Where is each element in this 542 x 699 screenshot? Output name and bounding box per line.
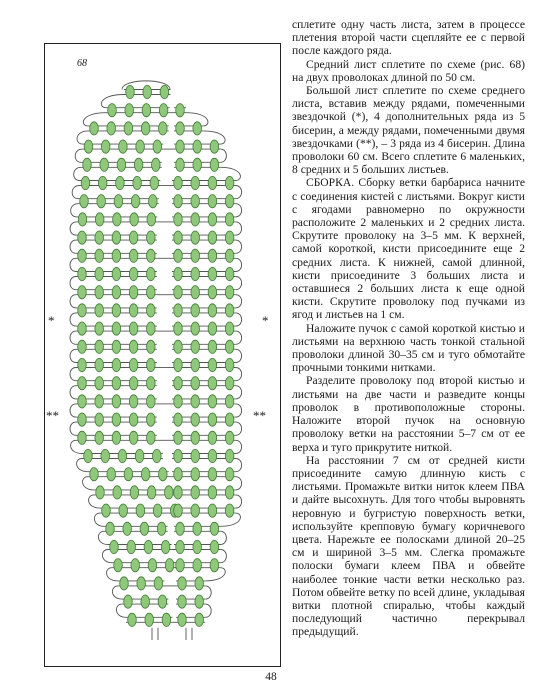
bead	[174, 413, 183, 426]
bead	[191, 231, 200, 244]
text-paragraph: Большой лист сплетите по схеме среднего листа, вставив между рядами, помеченными звездочкой (*), 4 дополнительных ряда из 5 бисерин, а между рядами, помеченными двумя звездочками (**), – 3 ряда из 4 бисерин. Длина проволоки 60 см. Всего сплетите 6 маленьких, 8 средних и 5 больших листьев.	[292, 84, 525, 177]
bead	[191, 377, 200, 390]
bead	[129, 322, 138, 335]
bead	[159, 104, 168, 117]
bead	[191, 413, 200, 426]
bead	[191, 468, 200, 481]
bead	[119, 140, 128, 153]
bead	[123, 522, 132, 535]
bead	[176, 559, 185, 572]
bead	[225, 413, 234, 426]
bead	[106, 522, 115, 535]
bead	[225, 377, 234, 390]
bead	[191, 286, 200, 299]
bead	[97, 195, 106, 208]
wire-loop	[236, 368, 242, 381]
bead	[102, 504, 111, 517]
bead	[129, 267, 138, 280]
bead	[147, 286, 156, 299]
bead	[225, 504, 234, 517]
bead	[147, 340, 156, 353]
bead	[129, 395, 138, 408]
bead	[147, 358, 156, 371]
bead	[131, 195, 140, 208]
bead	[129, 431, 138, 444]
bead	[95, 231, 104, 244]
bead	[116, 176, 125, 189]
bead	[112, 249, 121, 262]
bead	[153, 449, 162, 462]
bead	[208, 413, 217, 426]
bead	[113, 213, 122, 226]
bead	[191, 249, 200, 262]
bead	[150, 176, 159, 189]
bead	[193, 559, 202, 572]
bead	[225, 449, 234, 462]
bead	[107, 122, 116, 135]
bead	[210, 522, 219, 535]
wire-loop	[236, 186, 242, 199]
bead	[114, 559, 123, 572]
bead	[174, 267, 183, 280]
bead	[208, 322, 217, 335]
wire-loop	[236, 204, 242, 217]
bead	[145, 613, 154, 626]
bead	[225, 322, 234, 335]
bead	[101, 140, 110, 153]
bead	[129, 358, 138, 371]
wire-loop	[70, 277, 76, 290]
wire-loop	[70, 386, 76, 399]
bead	[78, 322, 87, 335]
bead	[208, 195, 217, 208]
bead	[174, 213, 183, 226]
bead	[78, 213, 87, 226]
bead	[112, 322, 121, 335]
bead	[225, 395, 234, 408]
row-marker: **	[46, 408, 59, 423]
wire-loop	[205, 604, 211, 617]
bead	[162, 613, 171, 626]
bead	[225, 176, 234, 189]
wire-loop	[72, 186, 79, 199]
bead	[130, 213, 139, 226]
bead	[84, 140, 93, 153]
bead	[208, 340, 217, 353]
bead	[100, 158, 109, 171]
bead	[95, 304, 104, 317]
bead	[176, 140, 185, 153]
bead	[110, 540, 119, 553]
bead	[125, 104, 134, 117]
bead	[174, 449, 183, 462]
wire-loop	[236, 258, 242, 271]
bead	[147, 213, 156, 226]
bead	[117, 158, 126, 171]
bead	[126, 85, 135, 98]
wire-loop	[70, 258, 76, 271]
bead	[78, 286, 87, 299]
wire-loop	[236, 331, 242, 344]
bead	[174, 468, 183, 481]
bead	[129, 231, 138, 244]
bead	[112, 358, 121, 371]
text-paragraph: Наложите пучок с самой короткой кистью и листьями на верхнюю часть тонкой стальной проволоки длиной 30–35 см и туго обмотайте прочными тонкими нитками.	[292, 321, 525, 375]
bead	[208, 449, 217, 462]
bead	[113, 486, 122, 499]
bead	[191, 176, 200, 189]
bead	[95, 249, 104, 262]
bead	[195, 577, 204, 590]
bead	[193, 540, 202, 553]
bead	[225, 267, 234, 280]
wire-loop	[70, 222, 76, 235]
wire-loop	[236, 277, 242, 290]
row-marker: *	[262, 313, 269, 328]
bead	[78, 249, 87, 262]
bead	[78, 431, 87, 444]
bead	[193, 158, 202, 171]
bead	[120, 577, 129, 590]
bead	[129, 304, 138, 317]
wire-loop	[71, 204, 78, 217]
text-paragraph: Средний лист сплетите по схеме (рис. 68) на двух проволоках длиной по 50 см.	[292, 57, 525, 84]
bead	[191, 195, 200, 208]
article-text-column	[292, 18, 525, 639]
bead	[95, 286, 104, 299]
bead	[141, 595, 150, 608]
bead	[147, 431, 156, 444]
bead	[124, 122, 133, 135]
bead	[210, 158, 219, 171]
bead	[142, 104, 151, 117]
bead	[144, 540, 153, 553]
bead	[208, 504, 217, 517]
bead	[141, 122, 150, 135]
bead	[225, 286, 234, 299]
wire-loop	[236, 313, 242, 326]
wire-loop	[236, 404, 242, 417]
bead	[112, 395, 121, 408]
bead	[176, 158, 185, 171]
bead	[191, 213, 200, 226]
bead	[195, 595, 204, 608]
bead	[159, 468, 168, 481]
bead	[152, 158, 161, 171]
bead	[118, 449, 127, 462]
bead	[153, 504, 162, 517]
page-number: 48	[265, 671, 277, 683]
bead	[84, 449, 93, 462]
wire-loop	[220, 149, 226, 162]
bead	[157, 522, 166, 535]
bead	[208, 377, 217, 390]
bead	[136, 140, 145, 153]
bead	[95, 322, 104, 335]
bead	[114, 195, 123, 208]
bead	[165, 559, 174, 572]
bead	[225, 304, 234, 317]
bead	[191, 449, 200, 462]
wire-loop	[70, 295, 76, 308]
bead	[147, 231, 156, 244]
bead	[210, 559, 219, 572]
bead	[153, 140, 162, 153]
bead	[174, 304, 183, 317]
text-paragraph: СБОРКА. Сборку ветки барбариса начните с соединения кистей с листьями. Вокруг кисти с ягодами равномерно по окружности расположите 2 маленьких и 2 средних листа. Скрутите проволоку на 3–5 мм. К верхней, самой короткой, кисти присоедините еще 2 средних листа. К нижней, самой длинной, кисти присоедините 3 больших листа и оставшиеся 2 больших листа к еще одной кисти. Скрутите проволоку под пучками из ягод и листьев на 1 см.	[292, 176, 525, 322]
row-marker: **	[253, 408, 266, 423]
wire-loop	[236, 295, 242, 308]
bead	[83, 158, 92, 171]
bead	[147, 486, 156, 499]
bead	[130, 486, 139, 499]
bead	[191, 322, 200, 335]
bead	[208, 176, 217, 189]
bead	[133, 176, 142, 189]
bead	[178, 595, 187, 608]
bead	[174, 358, 183, 371]
bead	[174, 431, 183, 444]
bead	[112, 340, 121, 353]
bead	[124, 468, 133, 481]
bead	[174, 504, 183, 517]
bead	[95, 377, 104, 390]
bead	[135, 449, 144, 462]
bead	[147, 322, 156, 335]
bead	[129, 286, 138, 299]
bead	[147, 377, 156, 390]
bead	[147, 413, 156, 426]
bead	[225, 340, 234, 353]
bead	[78, 358, 87, 371]
bead	[225, 213, 234, 226]
bead	[131, 559, 140, 572]
bead	[208, 431, 217, 444]
bead	[112, 377, 121, 390]
bead	[161, 540, 170, 553]
bead	[147, 395, 156, 408]
bead	[90, 468, 99, 481]
bead	[225, 431, 234, 444]
bead	[176, 122, 185, 135]
bead	[195, 613, 204, 626]
bead	[191, 304, 200, 317]
bead	[225, 195, 234, 208]
wire-loop	[74, 167, 81, 180]
bead	[191, 431, 200, 444]
bead	[193, 140, 202, 153]
bead	[174, 195, 183, 208]
bead	[225, 486, 234, 499]
wire-loop	[236, 240, 242, 253]
bead	[78, 395, 87, 408]
bead	[208, 286, 217, 299]
bead	[129, 377, 138, 390]
bead	[140, 522, 149, 535]
bead	[129, 249, 138, 262]
bead	[174, 176, 183, 189]
bead	[112, 304, 121, 317]
bead	[129, 340, 138, 353]
bead	[159, 122, 168, 135]
bead	[191, 267, 200, 280]
bead	[174, 231, 183, 244]
bead	[78, 377, 87, 390]
wire-loop	[220, 531, 226, 544]
bead	[176, 104, 185, 117]
wire-loop	[75, 149, 82, 162]
bead	[81, 176, 90, 189]
bead	[208, 468, 217, 481]
bead	[174, 322, 183, 335]
bead	[210, 540, 219, 553]
wire-loop	[70, 368, 76, 381]
wire-loop	[236, 495, 242, 508]
wire-loop	[236, 459, 242, 472]
bead	[193, 522, 202, 535]
bead	[191, 358, 200, 371]
bead	[191, 504, 200, 517]
bead	[225, 358, 234, 371]
bead	[158, 595, 167, 608]
wire-loop	[70, 331, 76, 344]
bead	[136, 504, 145, 517]
bead	[95, 431, 104, 444]
bead	[96, 486, 105, 499]
text-paragraph: На расстоянии 7 см от средней кисти присоедините самую длинную кисть с листьями. Промажьте витки ниток клеем ПВА и дайте высохнуть. Для того чтобы выровнять неровную и бугристую поверхность ветки, используйте крепповую бумагу коричневого цвета. Нарежьте ее полосками длиной 20–25 см и шириной 3–5 мм. Слегка промажьте полоски бумаги клеем ПВА и обвейте наиболее тонкие части ветки несколько раз. Потом обвейте ветку по всей длине, укладывая витки плотной спиралью, чтобы каждый последующий частично перекрывал предыдущий.	[292, 453, 525, 639]
bead	[225, 249, 234, 262]
bead	[176, 540, 185, 553]
bead	[210, 140, 219, 153]
bead	[78, 231, 87, 244]
wire-loop	[236, 422, 242, 435]
bead	[80, 195, 89, 208]
bead	[148, 559, 157, 572]
bead	[225, 468, 234, 481]
bead	[112, 431, 121, 444]
bead	[127, 540, 136, 553]
bead	[160, 85, 169, 98]
bead	[193, 122, 202, 135]
bead	[134, 158, 143, 171]
bead	[112, 286, 121, 299]
bead	[208, 358, 217, 371]
bead	[176, 522, 185, 535]
wire-loop	[70, 349, 76, 362]
bead	[208, 486, 217, 499]
bead	[78, 304, 87, 317]
bead	[178, 613, 187, 626]
wire-loop	[70, 313, 76, 326]
wire-loop	[236, 386, 242, 399]
bead	[141, 468, 150, 481]
bead	[107, 468, 116, 481]
figure-number: 68	[77, 58, 87, 69]
bead	[154, 577, 163, 590]
wire-loop	[236, 349, 242, 362]
bead	[225, 231, 234, 244]
wire-loop	[236, 477, 242, 490]
bead	[95, 340, 104, 353]
bead	[174, 286, 183, 299]
bead	[90, 122, 99, 135]
bead	[95, 413, 104, 426]
bead	[191, 395, 200, 408]
bead	[147, 249, 156, 262]
bead	[95, 395, 104, 408]
bead	[78, 267, 87, 280]
bead	[174, 249, 183, 262]
bead	[208, 267, 217, 280]
bead	[191, 340, 200, 353]
bead	[112, 231, 121, 244]
bead	[137, 577, 146, 590]
bead	[108, 104, 117, 117]
bead	[174, 486, 183, 499]
row-marker: *	[48, 313, 55, 328]
wire-loop	[236, 222, 242, 235]
text-paragraph: сплетите одну часть листа, затем в процессе плетения второй части сцепляйте ее с первой после каждого ряда.	[292, 18, 525, 58]
bead	[191, 486, 200, 499]
wire-loop	[220, 550, 226, 563]
bead	[112, 413, 121, 426]
bead	[95, 267, 104, 280]
wire-loop	[70, 422, 76, 435]
wire-loop	[70, 240, 76, 253]
bead	[208, 304, 217, 317]
bead	[143, 85, 152, 98]
text-paragraph: Разделите проволоку под второй кистью и листьями на две части и разведите концы проволок в противоположные стороны. Наложите второй пучок на основную проволоку ветки на расстоянии 5–7 см от ее верха и туго прикрутите ниткой.	[292, 374, 525, 454]
wire-loop	[70, 404, 76, 417]
bead	[208, 395, 217, 408]
bead	[119, 504, 128, 517]
wire-loop	[205, 586, 211, 599]
bead	[147, 304, 156, 317]
bead	[208, 249, 217, 262]
bead	[149, 195, 158, 208]
bead	[128, 613, 137, 626]
bead	[174, 340, 183, 353]
bead	[129, 413, 138, 426]
bead	[208, 213, 217, 226]
bead	[165, 486, 174, 499]
bead	[178, 577, 187, 590]
wire-loop	[236, 440, 242, 453]
bead	[174, 395, 183, 408]
bead	[101, 449, 110, 462]
bead	[147, 267, 156, 280]
bead	[95, 358, 104, 371]
bead	[78, 413, 87, 426]
bead	[124, 595, 133, 608]
bead	[98, 176, 107, 189]
bead	[95, 213, 104, 226]
bead	[78, 340, 87, 353]
bead	[112, 267, 121, 280]
bead	[174, 377, 183, 390]
bead	[208, 231, 217, 244]
